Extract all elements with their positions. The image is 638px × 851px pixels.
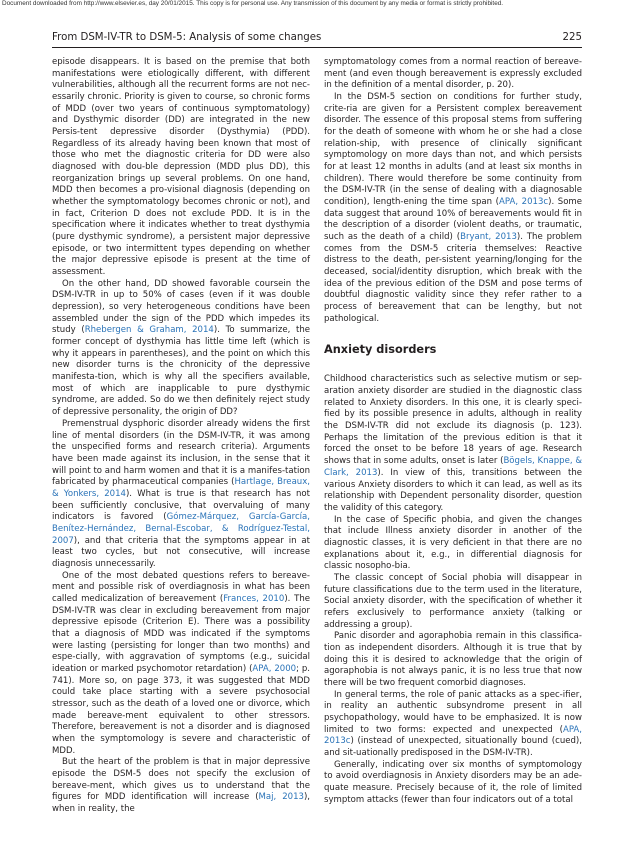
paragraph: Childhood characteristics such as selective mutism or sep-aration anxiety disorder are studied in the diagnostic class related to Anxiety disorders. In this one, it is clearly speci-fied by its possible presence in adults, although in reality the DSM-IV-TR did not exclude its diagnosis (p. 123). Perhaps the limitation of the previous edition is that it forced the onset to be before 18 years of age. Research shows that in some adults, onset is later (Bögels, Knappe, & Clark, 2013). In view of this, transitions between the various Anxiety disorders to which it can lead, as well as its relationship with Dependent personality disorder, question the validity of this category. <box>324 374 582 513</box>
citation-link[interactable]: Bögels, Knappe, & Clark, 2013 <box>324 456 582 478</box>
citation-link[interactable]: Gómez-Márquez, García-García, Benítez-Hernández, Bernal-Escobar, & Rodríguez-Testal, 2007 <box>52 512 310 546</box>
citation-link[interactable]: APA, 2000 <box>252 663 297 674</box>
citation-link[interactable]: Bryant, 2013 <box>460 232 517 243</box>
paragraph: In general terms, the role of panic attacks as a spec-ifier, in reality an authentic subsyndrome present in all psychopathology, would have to be emphasized. It is now limited to two forms: expected and unexpected (APA, 2013c) (instead of unexpected, situationally bound (cued), and sit-uationally predisposed in the DSM-IV-TR). <box>324 689 582 758</box>
citation-link[interactable]: Frances, 2010 <box>223 593 285 604</box>
paragraph: Generally, indicating over six months of symptomology to avoid overdiagnosis in Anxiety disorders may be an ade-quate measure. Precisely because of it, the role of limited symptom attacks (fewer than four indicators out of a total <box>324 759 582 805</box>
paragraph: Premenstrual dysphoric disorder already widens the first line of mental disorders (in the DSM-IV-TR, it was among the unspecified forms and research criteria). Arguments have been made against its inclusion, in the sense that it will point to and harm women and that it is a manifes-tation fabricated by pharmaceutical companies (Hartlage, Breaux, & Yonkers, 2014). What is true is that research has not been sufficiently conclusive, that overvaluing of many indicators is favored (Gómez-Márquez, García-García, Benítez-Hernández, Bernal-Escobar, & Rodríguez-Testal, 2007), and that criteria that the symptoms appear in at least two cycles, but not consecutive, will increase diagnosis unnecessarily. <box>52 418 311 569</box>
paragraph: On the other hand, DD showed favorable coursein the DSM-IV-TR in up to 50% of cases (even if it was double depression), so very heterogeneous conditions have been assembled under the sign of the PDD which impedes its study (Rhebergen & Graham, 2014). To summarize, the former concept of dysthymia has little time left (which is why it appears in parentheses), and the point on which this new disorder turns is the chronicity of the depressive manifesta-tion, which is why all the specifiers available, most of which are inapplicable to pure dysthymic syndrome, are added. So do we then definitely reject study of depressive personality, the origin of DD? <box>52 278 310 418</box>
paragraph: symptomatology comes from a normal reaction of bereave-ment (and even though bereavement is expressly excluded in the definition of a mental disorder, p. 20). <box>324 57 582 91</box>
paragraph: The classic concept of Social phobia will disappear in future classifications due to the term used in the literature, Social anxiety disorder, with the specification of whether it refers exclusively to performance anxiety (talking or addressing a group). <box>324 572 582 630</box>
citation-link[interactable]: Rhebergen & Graham, 2014 <box>84 325 214 336</box>
header-rule <box>52 47 582 48</box>
page-number: 225 <box>562 32 582 43</box>
download-notice: Document downloaded from http://www.elsevier.es, day 20/01/2015. This copy is for personal use. Any transmission of this document by any media or format is strictly prohibited. <box>2 0 504 7</box>
paragraph: In the DSM-5 section on conditions for further study, crite-ria are given for a Persistent complex bereavement disorder. The essence of this proposal stems from suffering for the death of someone with whom he or she had a close relation-ship, with presence of clinically significant symptomology on more days than not, and which persists for at least 12 months in adults (and at least six months in children). There would therefore be some continuity from the DSM-IV-TR (in the sense of dealing with a diagnosable condition), length-ening the time span (APA, 2013c). Some data suggest that around 10% of bereavements would fit in the description of a disorder (violent deaths, or traumatic, such as the death of a child) (Bryant, 2013). The problem comes from the DSM-5 criteria themselves: Reactive distress to the death, per-sistent yearning/longing for the deceased, social/identity disruption, which break with the idea of the previous edition of the DSM and pose terms of doubtful diagnostic validity since they refer rather to a process of bereavement that can be lengthy, but not pathological. <box>324 92 583 324</box>
citation-link[interactable]: Maj, 2013 <box>258 792 304 803</box>
paragraph: One of the most debated questions refers to bereave-ment and possible risk of overdiagnosis in what has been called medicalization of bereavement (Frances, 2010). The DSM-IV-TR was clear in excluding bereavement from major depressive episode (Criterion E). There was a possibility that a diagnosis of MDD was indicated if the symptoms were lasting (persisting for longer than two months) and espe-cially, with aggravation of symptoms (e.g., suicidal ideation or marked psychomotor retardation) (APA, 2000; p. 741). More so, on page 373, it was suggested that MDD could take place starting with a severe psychosocial stressor, such as the death of a loved one or divorce, which made bereave-ment equivalent to other stressors. Therefore, bereavement is not a disorder and is diagnosed when the symptomology is severe and characteristic of MDD. <box>52 570 310 756</box>
paragraph: episode disappears. It is based on the premise that both manifestations were etiologically different, with different vulnerabilities, although all the recurrent forms are not nec-essarily chronic. Priority is given to course, so chronic forms of MDD (over two years of continuous symptomatology) and Dysthymic disorder (DD) are integrated in the new Persis-tent depressive disorder (Dysthymia) (PDD). Regardless of its already having been known that most of those who met the diagnostic criteria for DD were also diagnosed with dou-ble depression (MDD plus DD), this reorganization brings up several problems. On one hand, MDD then becomes a pro-visional diagnosis (depending on whether the symptomatology becomes chronic or not), and in fact, Criterion D does not exclude PDD. It is in the specification where it indicates whether to treat dysthymia (pure dysthymic syndrome), a persistent major depressive episode, or two intermittent types depending on whether the major depressive episode is present at the time of assessment. <box>52 57 310 278</box>
right-column <box>324 57 582 806</box>
running-title: From DSM-IV-TR to DSM-5: Analysis of some changes <box>52 32 322 43</box>
citation-link[interactable]: APA, 2013c <box>499 197 549 208</box>
paragraph: In the case of Specific phobia, and given the changes that include Illness anxiety disorder in another of the diagnostic classes, it is very deficient in that there are no explanations about it, e.g., in differential diagnosis for classic nosopho-bia. <box>324 514 582 572</box>
paragraph: But the heart of the problem is that in major depressive episode the DSM-5 does not specify the exclusion of bereave-ment, which gives us to understand that the figures for MDD identification will increase (Maj, 2013), when in reality, the <box>52 757 311 814</box>
left-column <box>52 57 310 816</box>
section-heading: Anxiety disorders <box>324 343 437 357</box>
citation-link[interactable]: APA, 2013c <box>324 724 582 747</box>
running-header <box>52 32 582 43</box>
citation-link[interactable]: Hartlage, Breaux, & Yonkers, 2014 <box>52 477 310 499</box>
paragraph: Panic disorder and agoraphobia remain in this classifica-tion as independent disorders. Although it is true that by doing this it is desired to acknowledge that the origin of agoraphobia is not always panic, it is no less true that now there will be two frequent comorbid diagnoses. <box>324 631 582 688</box>
